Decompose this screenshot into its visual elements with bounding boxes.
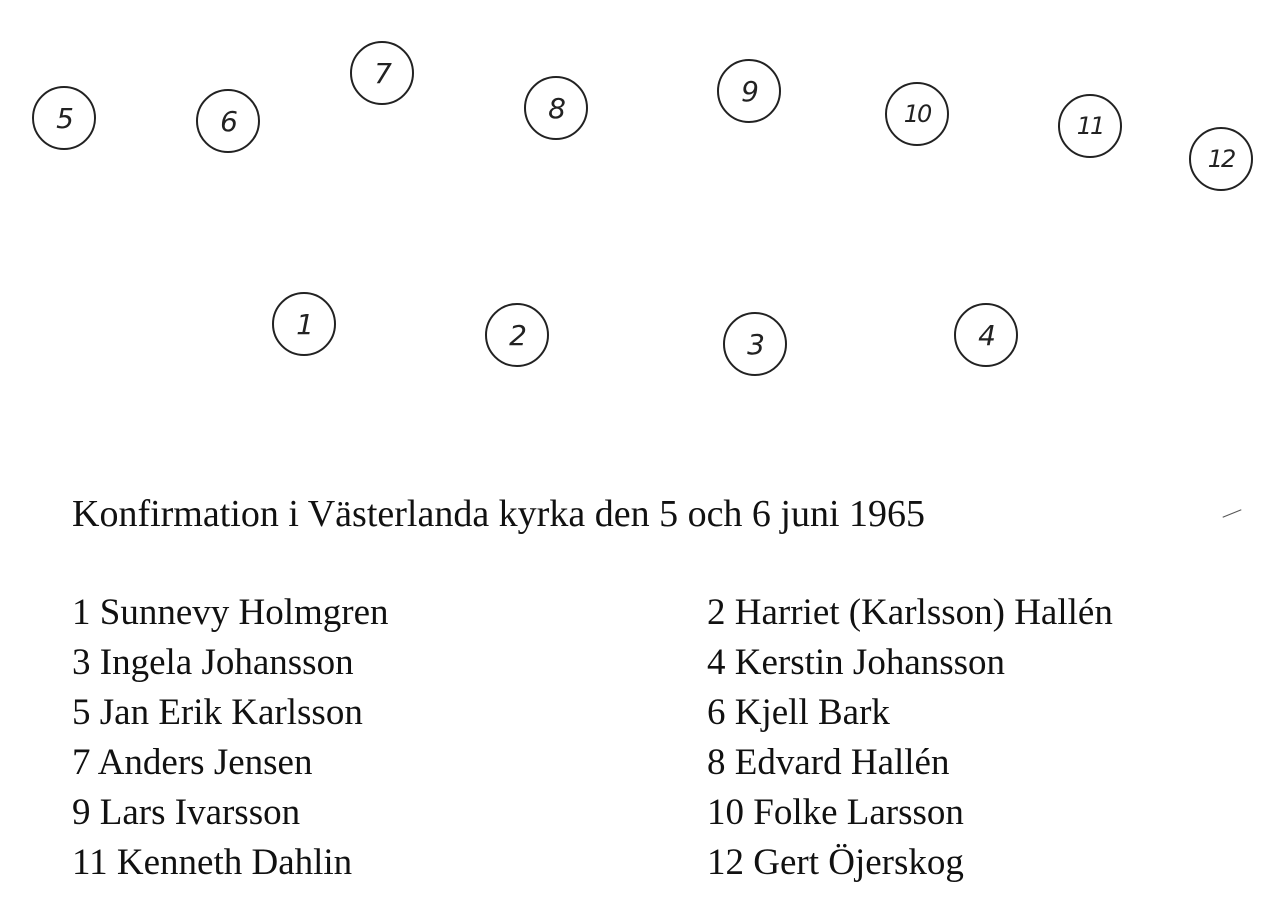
- seat-marker-7: 7: [350, 41, 414, 105]
- seat-marker-8: 8: [524, 76, 588, 140]
- seat-marker-3: 3: [723, 312, 787, 376]
- seat-marker-4: 4: [954, 303, 1018, 367]
- seat-marker-9: 9: [717, 59, 781, 123]
- name-entry: 10 Folke Larsson: [707, 792, 964, 833]
- name-entry: 1 Sunnevy Holmgren: [72, 592, 389, 633]
- name-entry: 12 Gert Öjerskog: [707, 842, 964, 883]
- seat-marker-1: 1: [272, 292, 336, 356]
- seat-marker-5: 5: [32, 86, 96, 150]
- name-entry: 2 Harriet (Karlsson) Hallén: [707, 592, 1113, 633]
- seat-marker-2: 2: [485, 303, 549, 367]
- name-entry: 5 Jan Erik Karlsson: [72, 692, 363, 733]
- names-left-column: [72, 588, 389, 888]
- seat-marker-10: 10: [885, 82, 949, 146]
- name-entry: 9 Lars Ivarsson: [72, 792, 301, 833]
- name-entry: 7 Anders Jensen: [72, 742, 313, 783]
- seat-marker-6: 6: [196, 89, 260, 153]
- name-entry: 6 Kjell Bark: [707, 692, 890, 733]
- name-entry: 8 Edvard Hallén: [707, 742, 950, 783]
- caption: Konfirmation i Västerlanda kyrka den 5 och 6 juni 1965: [72, 493, 926, 535]
- name-entry: 11 Kenneth Dahlin: [72, 842, 353, 883]
- pen-mark: [1223, 509, 1242, 517]
- seat-marker-12: 12: [1189, 127, 1253, 191]
- name-entry: 3 Ingela Johansson: [72, 642, 354, 683]
- seat-marker-11: 11: [1058, 94, 1122, 158]
- names-right-column: [707, 588, 1113, 888]
- name-entry: 4 Kerstin Johansson: [707, 642, 1006, 683]
